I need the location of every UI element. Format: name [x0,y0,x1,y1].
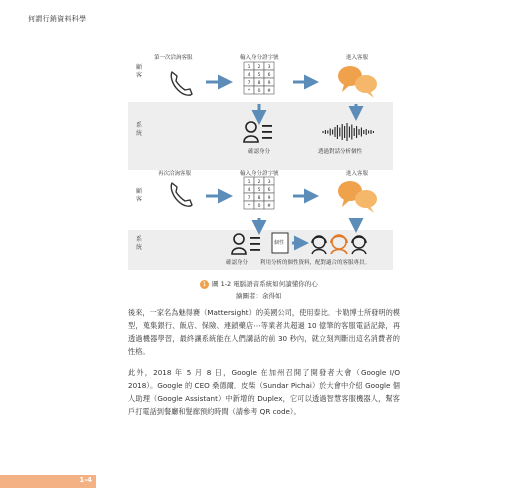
headset-agent-icon [352,236,366,254]
person-icon [232,234,246,254]
page-number: 1-4 [79,476,92,484]
keypad-key-label: 7 [247,196,251,201]
headset-agent-highlight-icon [331,235,347,254]
list-icon [262,125,272,139]
keypad-key-label: 5 [257,73,261,78]
phone-icon [171,72,192,95]
panel2-customer-label: 顧客 [135,188,142,203]
page-number-bar [0,475,96,488]
panel2-step1-label: 再次洽詢客服 [158,171,192,177]
panel2-step2-label: 輸入身分證字號 [240,171,279,177]
body-paragraph-2: 此外，2018 年 5 月 8 日，Google 在加州召開了開發者大會（Google I/O 2018）。Google 的 CEO 桑德爾．皮柴（Sundar Pichai）於大會中介紹 Google 個人助理（Google Assistant）中新增的 Duplex，它可以透過智慧客服機器人，幫客戶打電話到餐廳和髮廊預約時間（請參考 QR code）。 [128,368,400,416]
keypad-key-label: 8 [257,196,261,201]
keypad-key-label: 9 [267,196,271,201]
keypad-key-label: 4 [247,73,251,78]
caption-prefix: 圖 1-2 [212,280,232,288]
personality-box-label: 個性 [274,240,285,246]
keypad-key-label: # [267,89,271,94]
voice-waveform-icon [323,123,373,141]
keypad-key-label: 0 [257,89,261,94]
keypad-key-label: 2 [257,180,261,185]
running-header: 何謂行銷資料科學 [28,15,87,23]
speech-bubble-icon [338,181,377,213]
keypad-key-label: * [247,204,251,209]
keypad-key-label: 5 [257,188,261,193]
panel1-step2-label: 輸入身分證字號 [240,55,279,61]
headset-agent-icon [312,236,326,254]
phone-icon [171,183,192,206]
keypad-key-label: 4 [247,188,251,193]
speech-bubble-icon [338,66,377,98]
keypad-icon [244,177,274,209]
keypad-key-label: 6 [267,73,271,78]
panel1-step3-label: 進入客服 [346,55,369,61]
keypad-key-label: 1 [247,65,251,70]
panel1-confirm-label: 確認身分 [248,149,271,155]
keypad-icon [244,62,274,94]
panel2-system-label: 系統 [135,236,142,251]
keypad-key-label: 1 [247,180,251,185]
panel1-step1-label: 第一次洽詢客服 [154,55,193,61]
caption-text: 電腦語音系統如何讀懂你的心 [233,280,318,288]
list-icon [250,237,260,251]
panel2-confirm-label: 確認身分 [226,260,249,266]
caption-author: 繪圖者：余得如 [236,292,282,300]
keypad-key-label: * [247,89,251,94]
keypad-key-label: 9 [267,81,271,86]
caption-number-badge: 1 [200,280,209,289]
keypad-key-label: 2 [257,65,261,70]
keypad-key-label: 6 [267,188,271,193]
panel1-system-label: 系統 [135,122,142,137]
person-icon [244,122,258,142]
panel1-voice-analysis-label: 透過對話分析個性 [318,149,363,155]
keypad-key-label: 7 [247,81,251,86]
keypad-key-label: 3 [267,65,271,70]
figure-caption [200,279,318,289]
body-paragraph-1: 後來，一家名為魅得賽（Mattersight）的美國公司，使用泰比．卡勒博士所發明的模型，蒐集銀行、飯店、保險、連鎖藥店⋯等業者共超過 10 億筆的客服電話記錄，再透過機器學習，最終讓系統能在人們講話的前 30 秒內，就立刻判斷出這名消費者的性格。 [128,308,400,356]
panel1-customer-label: 顧客 [135,64,142,79]
keypad-key-label: # [267,204,271,209]
keypad-key-label: 3 [267,180,271,185]
keypad-key-label: 0 [257,204,261,209]
figure-1-2 [128,30,393,270]
panel2-step3-label: 進入客服 [346,171,369,177]
keypad-key-label: 8 [257,81,261,86]
figure-drawing [128,30,393,270]
panel2-match-label: 利用分析的個性資料，配對適合的客服專員。 [260,260,371,266]
